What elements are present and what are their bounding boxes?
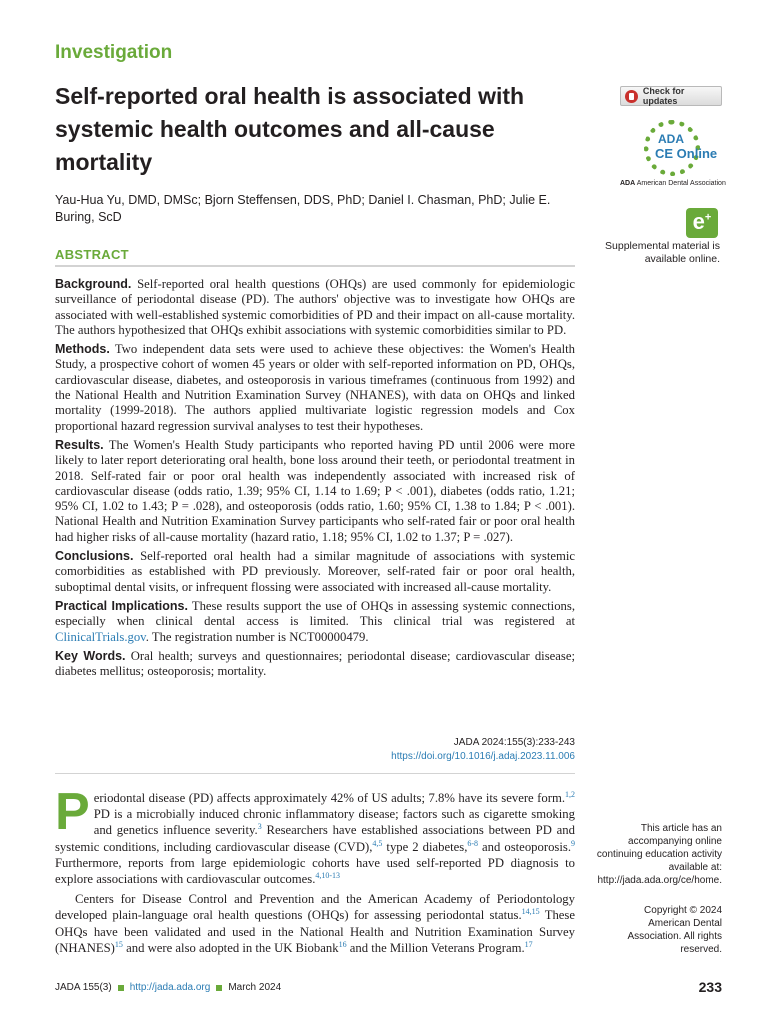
abstract-practical: [55, 599, 575, 645]
abstract-background: [55, 277, 575, 338]
body-paragraph-1: [55, 783, 575, 887]
page-number: 233: [698, 979, 722, 995]
ce-badge-line1: ADA: [658, 132, 684, 146]
abstract-keywords: [55, 649, 575, 680]
practical-text-post: . The registration number is NCT00000479.: [145, 629, 369, 644]
eplus-sup: +: [704, 211, 712, 224]
ref-link[interactable]: 4,10-13: [315, 870, 341, 880]
results-text: The Women's Health Study participants who reported having PD until 2006 were more likely to later report deteriorating oral health, bone loss around their teeth, or periodontal treatment in 2018. Self-rated fair or poor oral health was independently associated with increased risk of cardiovascular disease (odds ratio, 1.39; 95% CI, 1.14 to 1.69; P < .001), diabetes (odds ratio, 1.21; 95% CI, 1.02 to 1.43; P = .028), and osteoporosis (odds ratio, 1.60; 95% CI, 1.38 to 1.84; P < .001). National Health and Nutrition Examination Survey participants who self-rated fair or poor oral health had higher risks of all-cause mortality (hazard ratio, 1.18; 95% CI, 1.02 to 1.37; P = .027).: [55, 437, 575, 544]
practical-text-pre: These results support the use of OHQs in assessing systemic connections, especially when clinical dental access is limited. This clinical trial was registered at: [55, 598, 575, 629]
abstract-conclusions: [55, 549, 575, 595]
ada-organization: [620, 180, 726, 187]
ce-badge-line2: CE Online: [655, 146, 718, 161]
methods-text: Two independent data sets were used to achieve these objectives: the Women's Health Study, a prospective cohort of women 45 years or older with self-reported information on PD, OHQs, cardiovascular disease, diabetes, and osteoporosis in various timeframes (continuous from 1992) and the National Health and Nutrition Examination Survey (NHANES), with data on OHQs and linked mortality (1999-2018). The authors applied multivariate logistic regression models and Cox proportional hazard regression survival analyses to test their hypotheses.: [55, 342, 575, 433]
p1-text-e: and osteoporosis.: [478, 839, 571, 854]
keywords-label: Key Words.: [55, 648, 126, 663]
ref-link[interactable]: 15: [114, 939, 123, 949]
background-text: Self-reported oral health questions (OHQs) are used commonly for epidemiologic surveillance of periodontal disease (PD). The authors' objective was to investigate how OHQs are associated with well-established systemic comorbidities of PD and their impact on all-cause mortality. The authors hypothesized that OHQs exhibit associations with systemic comorbidities similar to PD.: [55, 277, 576, 337]
footer-journal: JADA 155(3): [55, 982, 112, 993]
conclusions-label: Conclusions.: [55, 549, 134, 564]
body-paragraph-2: [55, 891, 575, 956]
abstract-divider: [55, 265, 575, 267]
background-label: Background.: [55, 277, 132, 291]
citation-block: [391, 736, 575, 764]
ada-org-abbr: ADA: [620, 180, 636, 187]
p2-text-d: and the Million Veterans Program.: [346, 940, 525, 955]
abstract-results: [55, 438, 575, 545]
ada-ce-online-logo[interactable]: [644, 120, 720, 178]
supplemental-note: Supplemental material is available online.: [605, 240, 720, 265]
p1-text-f: Furthermore, reports from large epidemiologic cohorts have used self-reported PD diagnosis to explore associations with cardiovascular outcomes.: [55, 855, 575, 887]
bookmark-icon: [625, 90, 638, 103]
citation-divider: [55, 773, 575, 774]
authors: Yau-Hua Yu, DMD, DMSc; Bjorn Steffensen, DDS, PhD; Daniel I. Chasman, PhD; Julie E. Buring, ScD: [55, 193, 551, 224]
clinicaltrials-link[interactable]: ClinicalTrials.gov: [55, 629, 146, 644]
abstract-body: [55, 277, 575, 683]
article-body: [55, 783, 575, 960]
footer-url[interactable]: http://jada.ada.org: [129, 982, 211, 993]
p1-text-d: type 2 diabetes,: [382, 839, 468, 854]
abstract-methods: [55, 342, 575, 434]
ref-link[interactable]: 14,15: [521, 907, 540, 917]
doi-link[interactable]: https://doi.org/10.1016/j.adaj.2023.11.006: [391, 751, 575, 762]
ref-link[interactable]: 17: [524, 939, 533, 949]
square-bullet-icon: [118, 985, 124, 991]
p1-text-a: eriodontal disease (PD) affects approximately 42% of US adults; 7.8% have its severe form.: [93, 791, 565, 805]
p2-text-a: Centers for Disease Control and Prevention and the American Academy of Periodontology developed plain-language oral health questions (OHQs) for assessing periodontal status.: [55, 892, 575, 923]
p1-text-b: PD is a microbially induced chronic inflammatory disease; factors such as cigarette smoking and genetics influence severity.: [93, 807, 575, 838]
ce-activity-note: This article has an accompanying online continuing education activity available at: http://jada.ada.org/ce/home.: [596, 823, 722, 886]
copyright-note: Copyright © 2024 American Dental Association. All rights reserved.: [627, 905, 722, 955]
eplus-letter: e: [692, 209, 705, 234]
abstract-heading: ABSTRACT: [55, 247, 129, 262]
methods-label: Methods.: [55, 342, 110, 357]
square-bullet-icon: [216, 985, 222, 991]
keywords-text: Oral health; surveys and questionnaires; periodontal disease; cardiovascular disease; diabetes mellitus; osteoporosis; mortality.: [55, 648, 576, 679]
ref-link[interactable]: 16: [338, 939, 347, 949]
practical-label: Practical Implications.: [55, 598, 188, 613]
p2-text-c: and were also adopted in the UK Biobank: [122, 940, 339, 955]
ref-link[interactable]: 4,5: [372, 838, 383, 848]
check-for-updates-button[interactable]: [620, 86, 722, 106]
section-label: Investigation: [55, 42, 173, 63]
ref-link[interactable]: 1,2: [565, 789, 575, 799]
ref-link[interactable]: 3: [257, 822, 262, 832]
drop-cap: P: [55, 783, 90, 841]
p2-text-b: These OHQs have been validated and used in the National Health and Nutrition Examination Survey (NHANES): [55, 908, 575, 955]
footer-date: March 2024: [228, 982, 282, 993]
page-footer: [55, 982, 281, 993]
results-label: Results.: [55, 437, 104, 452]
ref-link[interactable]: 6-8: [467, 838, 479, 848]
ada-org-name: American Dental Association: [636, 180, 726, 187]
p1-text-c: Researchers have established associations between PD and systemic conditions, including cardiovascular disease (CVD),: [55, 823, 575, 854]
article-title: Self-reported oral health is associated with systemic health outcomes and all-cause mortality: [55, 83, 525, 175]
conclusions-text: Self-reported oral health had a similar magnitude of associations with systemic comorbidities as established with PD previously. Moreover, self-rated fair or poor oral health, suboptimal dental visits, or infrequent flossing were associated with increased all-cause mortality.: [55, 549, 575, 594]
journal-citation: JADA 2024:155(3):233-243: [453, 737, 575, 748]
ref-link[interactable]: 9: [571, 838, 575, 848]
check-for-updates-label: Check for updates: [642, 86, 685, 106]
supplemental-material-icon[interactable]: [686, 208, 718, 238]
